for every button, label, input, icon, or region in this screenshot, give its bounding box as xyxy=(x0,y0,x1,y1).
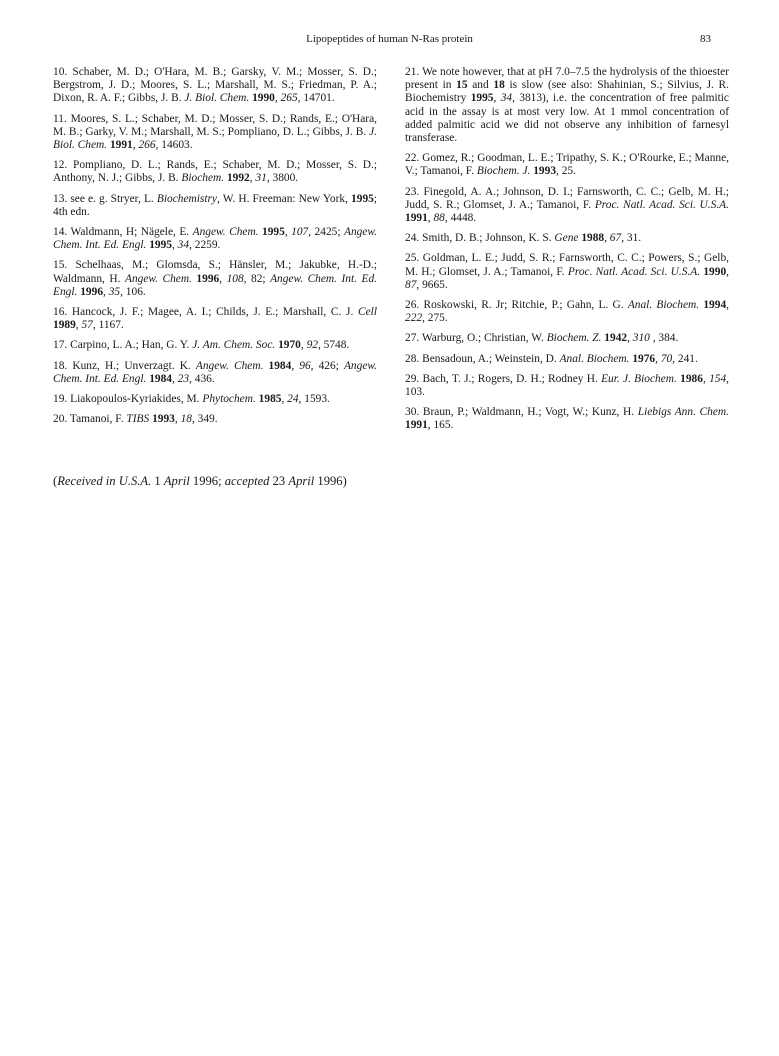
reference-text: 154 xyxy=(709,372,727,385)
reference-number: 16. xyxy=(53,306,68,319)
reference-text: 1976 xyxy=(632,352,656,365)
reference-text: 96 xyxy=(299,359,311,372)
reference-text: , xyxy=(726,265,729,278)
reference-item xyxy=(53,159,377,185)
reference-text: Schaber, M. D.; O'Hara, M. B.; Garsky, V. M.; Mosser, S. D.; Bergstrom, J. D.; Moores, S. L.; Marshall, M. S.; Friedman, P. A.; Dixon, R. A. F.; Gibbs, J. B. xyxy=(53,66,377,105)
received-accepted-note xyxy=(53,474,433,489)
reference-text: Angew. Chem. xyxy=(124,272,192,285)
reference-item xyxy=(405,299,729,325)
reference-number: 18. xyxy=(53,359,68,372)
reference-text: , xyxy=(132,139,139,152)
reference-text: , 1167. xyxy=(92,319,124,332)
reference-item xyxy=(405,332,729,345)
reference-item xyxy=(405,152,729,178)
reference-text: Tamanoi, F. xyxy=(69,413,127,426)
reference-number: 17. xyxy=(53,339,68,352)
reference-number: 29. xyxy=(405,372,420,385)
received-day: 1 xyxy=(151,474,164,488)
reference-text: , xyxy=(427,212,434,225)
reference-text: , 3813), i.e. the concentration of free palmitic acid in the assay is at most very low. At 1 mmol concentration of added palmitic acid we did not observe any inhibition of farnesyl transferase. xyxy=(405,92,729,145)
reference-number: 20. xyxy=(53,413,68,426)
reference-text: , 82; xyxy=(243,272,271,285)
reference-text: , 4448. xyxy=(444,212,477,225)
reference-text: Liakopoulos-Kyriakides, M. xyxy=(70,393,203,406)
reference-text: 31 xyxy=(255,172,267,185)
reference-text: is slow (see also: Shahinian, S.; Silvius, J. R. Biochemistry xyxy=(405,79,729,105)
reference-number: 13. xyxy=(53,192,68,205)
reference-text: 1996 xyxy=(80,285,104,298)
reference-text: 1995 xyxy=(470,92,494,105)
reference-text: Liebigs Ann. Chem. xyxy=(637,406,729,419)
open-paren: ( xyxy=(53,474,58,488)
reference-text: , xyxy=(281,393,288,406)
reference-text: 34 xyxy=(177,239,190,252)
reference-text: 265 xyxy=(280,92,298,105)
reference-text: Biochem. J. xyxy=(476,165,531,178)
reference-text: Phytochem. xyxy=(202,393,256,406)
reference-text: , xyxy=(284,226,292,239)
reference-text: , 25. xyxy=(556,165,576,178)
reference-number: 15. xyxy=(53,259,68,272)
accepted-year: 1996) xyxy=(314,474,347,488)
reference-item xyxy=(405,66,729,145)
reference-text: 70 xyxy=(660,352,673,365)
reference-number: 28. xyxy=(405,352,420,365)
references-left-column xyxy=(53,66,377,433)
reference-text: , 2425; xyxy=(308,226,344,239)
reference-text: 57 xyxy=(81,319,93,332)
reference-item xyxy=(53,193,377,219)
reference-number: 11. xyxy=(53,112,67,125)
reference-text: We note however, that at pH 7.0–7.5 the hydrolysis of the thioester present in xyxy=(405,66,729,92)
reference-text: 1991 xyxy=(405,419,428,432)
reference-text: J. Biol. Chem. xyxy=(53,125,377,152)
accepted-day: 23 xyxy=(269,474,289,488)
reference-text: 1985 xyxy=(258,393,282,406)
reference-item xyxy=(53,113,377,153)
reference-text: , xyxy=(291,359,300,372)
reference-item xyxy=(405,353,729,366)
reference-text: , xyxy=(75,319,82,332)
reference-number: 10. xyxy=(53,66,68,78)
reference-item xyxy=(53,393,377,406)
reference-item xyxy=(405,252,729,292)
reference-text: J. Am. Chem. Soc. xyxy=(192,339,276,352)
reference-text: Angew. Chem. Int. Ed. Engl. xyxy=(53,272,377,298)
reference-number: 27. xyxy=(405,332,420,345)
reference-text: , 426; xyxy=(310,359,344,372)
reference-text: Angew. Chem. Int. Ed. Engl. xyxy=(53,359,377,385)
reference-text: Moores, S. L.; Schaber, M. D.; Mosser, S. D.; Rands, E.; O'Hara, M. B.; Garky, V. M.; Marshall, M. S.; Pompliano, D. L.; Gibbs, J. B. xyxy=(53,112,377,138)
reference-text: , xyxy=(174,413,181,426)
reference-text: , xyxy=(249,172,256,185)
reference-number: 23. xyxy=(405,185,420,198)
running-title: Lipopeptides of human N-Ras protein xyxy=(306,33,473,45)
reference-text: , xyxy=(702,372,710,385)
reference-text: , 5748. xyxy=(317,339,350,352)
reference-number: 30. xyxy=(405,406,420,419)
reference-text: 24 xyxy=(287,393,299,406)
reference-number: 22. xyxy=(405,152,420,165)
reference-text: Anal. Biochem. xyxy=(559,352,630,365)
reference-text: , xyxy=(726,299,729,312)
reference-text: 1993 xyxy=(533,165,557,178)
accepted-label: accepted xyxy=(224,474,270,488)
reference-text: Pompliano, D. L.; Rands, E.; Schaber, M. D.; Mosser, S. D.; Anthony, N. J.; Gibbs, J. B. xyxy=(53,159,377,185)
reference-text: , 1593. xyxy=(298,393,330,406)
reference-text: Angew. Chem. xyxy=(195,359,264,372)
reference-text: Anal. Biochem. xyxy=(627,299,700,312)
reference-text: Gene xyxy=(554,232,579,245)
reference-text: 1989 xyxy=(53,319,76,332)
reference-text: and xyxy=(467,79,494,92)
reference-text: Angew. Chem. Int. Ed. Engl. xyxy=(53,226,377,252)
reference-number: 26. xyxy=(405,299,420,312)
reference-text: 88 xyxy=(433,212,445,225)
reference-text: , 31. xyxy=(621,232,642,245)
received-label: Received in U.S.A. xyxy=(57,474,152,488)
reference-item xyxy=(53,66,377,106)
reference-text: Roskowski, R. Jr; Ritchie, P.; Gahn, L. G. xyxy=(423,299,628,312)
reference-text: 1986 xyxy=(680,372,703,385)
reference-text: 87 xyxy=(405,278,417,291)
reference-text: Hancock, J. F.; Magee, A. I.; Childs, J. E.; Marshall, C. J. xyxy=(71,306,359,319)
reference-text: , xyxy=(300,339,307,352)
reference-text: 1988 xyxy=(581,232,605,245)
reference-text: , 436. xyxy=(189,372,215,385)
reference-text: J. Biol. Chem. xyxy=(184,92,250,105)
reference-text: 1984 xyxy=(149,372,172,385)
accepted-month: April xyxy=(288,474,315,488)
reference-text: 1942 xyxy=(604,332,628,345)
reference-text: Biochemistry xyxy=(156,192,217,205)
reference-text: Proc. Natl. Acad. Sci. U.S.A. xyxy=(567,265,701,278)
reference-text: 23 xyxy=(177,372,190,385)
reference-text: Eur. J. Biochem. xyxy=(601,372,677,385)
reference-text: see e. g. Stryer, L. xyxy=(70,192,157,205)
reference-text: Finegold, A. A.; Johnson, D. I.; Farnsworth, C. C.; Gelb, M. H.; Judd, S. R.; Glomset, J. A.; Tamanoi, F. xyxy=(405,185,729,211)
reference-text: 1992 xyxy=(226,172,250,185)
reference-text: 67 xyxy=(609,232,622,245)
reference-text: Biochem. xyxy=(181,172,225,185)
reference-text: , 103. xyxy=(405,372,730,399)
reference-text: Smith, D. B.; Johnson, K. S. xyxy=(422,232,555,245)
reference-text: Warburg, O.; Christian, W. xyxy=(421,332,547,345)
reference-text: 35 xyxy=(108,285,121,298)
reference-number: 19. xyxy=(53,393,68,406)
reference-text: 34 xyxy=(500,92,513,105)
reference-text: 18 xyxy=(180,413,192,426)
reference-text: , 14603. xyxy=(155,139,193,152)
reference-text: , xyxy=(219,272,227,285)
reference-text: 1970 xyxy=(278,339,301,352)
reference-item xyxy=(53,259,377,299)
reference-item xyxy=(53,413,377,426)
reference-text: , xyxy=(171,239,178,252)
reference-text: , xyxy=(103,285,109,298)
reference-number: 14. xyxy=(53,226,68,239)
reference-item xyxy=(53,360,377,386)
reference-text: , 3800. xyxy=(266,172,299,185)
reference-text: , xyxy=(655,352,661,365)
received-year: 1996; xyxy=(189,474,225,488)
reference-text: , 349. xyxy=(191,413,218,426)
references-right-column xyxy=(405,66,729,440)
reference-item xyxy=(53,226,377,252)
reference-text: 1990 xyxy=(703,265,727,278)
page-number: 83 xyxy=(700,33,711,45)
reference-text: , 241. xyxy=(672,352,698,365)
reference-text: Biochem. Z. xyxy=(546,332,602,345)
reference-number: 21. xyxy=(405,66,420,78)
reference-item xyxy=(405,232,729,245)
reference-text: Kunz, H.; Unverzagt. K. xyxy=(72,359,196,372)
reference-item xyxy=(53,306,377,332)
reference-text: 1995 xyxy=(149,239,172,252)
received-month: April xyxy=(163,474,190,488)
reference-text: , W. H. Freeman: New York, xyxy=(216,192,352,205)
reference-text: Gomez, R.; Goodman, L. E.; Tripathy, S. K.; O'Rourke, E.; Manne, V.; Tamanoi, F. xyxy=(405,152,729,178)
reference-text: Bach, T. J.; Rogers, D. H.; Rodney H. xyxy=(422,372,602,385)
reference-text: 1996 xyxy=(196,272,220,285)
reference-text: 222 xyxy=(405,312,423,325)
reference-text: 266 xyxy=(138,139,156,152)
reference-text: , 384. xyxy=(649,332,679,345)
reference-text: Braun, P.; Waldmann, H.; Vogt, W.; Kunz, H. xyxy=(422,406,638,419)
reference-text: 92 xyxy=(306,339,318,352)
reference-text: , 14701. xyxy=(297,92,335,105)
reference-text: , 275. xyxy=(422,312,448,325)
reference-text: 310 xyxy=(632,332,650,345)
reference-number: 12. xyxy=(53,159,68,172)
reference-text: Bensadoun, A.; Weinstein, D. xyxy=(422,352,560,365)
reference-text: ; 4th edn. xyxy=(53,192,377,218)
reference-text: , xyxy=(627,332,633,345)
reference-text: 1995 xyxy=(262,226,285,239)
reference-text: Goldman, L. E.; Judd, S. R.; Farnsworth, C. C.; Powers, S.; Gelb, M. H.; Glomset, J. A.; Tamanoi, F. xyxy=(405,252,729,278)
reference-text: 18 xyxy=(493,79,505,92)
reference-number: 24. xyxy=(405,232,420,245)
reference-item xyxy=(405,186,729,226)
reference-text: 1991 xyxy=(405,212,428,225)
reference-text: Cell xyxy=(358,306,377,319)
reference-text: , xyxy=(493,92,501,105)
reference-text: 1993 xyxy=(152,413,175,426)
reference-text: Carpino, L. A.; Han, G. Y. xyxy=(70,339,193,352)
reference-item xyxy=(405,406,729,432)
reference-number: 25. xyxy=(405,252,420,265)
reference-text: , 2259. xyxy=(189,239,221,252)
reference-text: 107 xyxy=(291,226,309,239)
reference-item xyxy=(53,339,377,352)
reference-text: TIBS xyxy=(126,413,150,426)
reference-text: , 165. xyxy=(427,419,454,432)
reference-text: 1994 xyxy=(703,299,727,312)
reference-text: , xyxy=(604,232,610,245)
reference-text: 1991 xyxy=(109,139,133,152)
reference-text: Proc. Natl. Acad. Sci. U.S.A. xyxy=(594,198,729,211)
reference-text: , xyxy=(274,92,281,105)
reference-text: , 9665. xyxy=(416,278,448,291)
reference-text: 1984 xyxy=(268,359,292,372)
reference-text: , 106. xyxy=(120,285,146,298)
reference-text: 1990 xyxy=(252,92,275,105)
reference-text: 1995 xyxy=(351,192,374,205)
reference-text: Waldmann, H; Nägele, E. xyxy=(70,226,193,239)
reference-item xyxy=(405,373,729,399)
reference-text: 108 xyxy=(226,272,244,285)
reference-text: Angew. Chem. xyxy=(192,226,259,239)
reference-text: Schelhaas, M.; Glomsda, S.; Hänsler, M.; Jakubke, H.-D.; Waldmann, H. xyxy=(53,259,377,285)
reference-text: 15 xyxy=(456,79,468,92)
reference-text: , xyxy=(171,372,178,385)
